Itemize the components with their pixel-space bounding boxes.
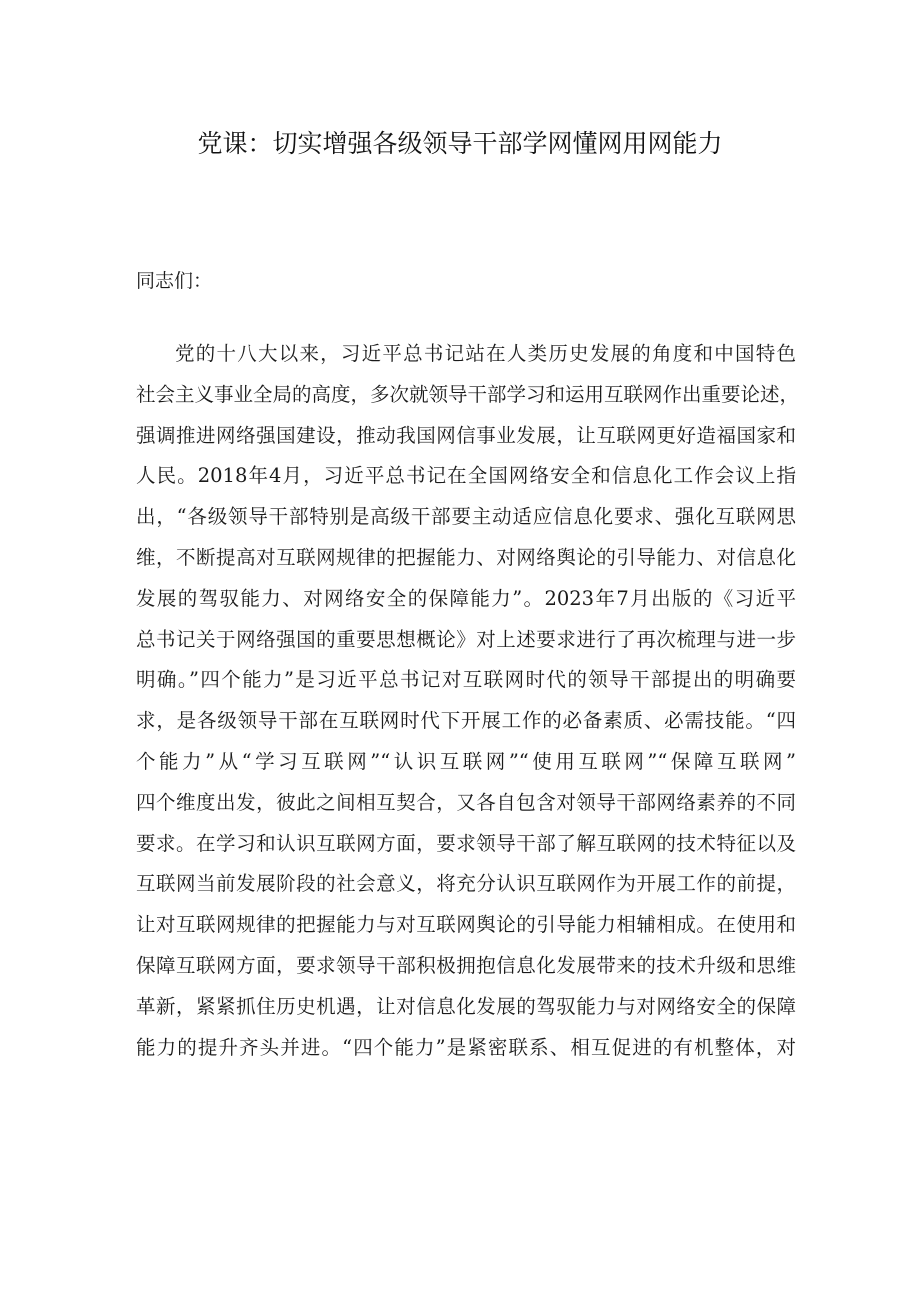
paragraph-line: 强调推进网络强国建设，推动我国网信事业发展，让互联网更好造福国家和: [136, 423, 796, 447]
document-title: 党课：切实增强各级领导干部学网懂网用网能力: [197, 129, 723, 158]
paragraph-line: 要求。在学习和认识互联网方面，要求领导干部了解互联网的技术特征以及: [136, 831, 796, 855]
salutation: 同志们：: [136, 270, 213, 292]
paragraph-line: 明确。”四个能力”是习近平总书记对互联网时代的领导干部提出的明确要: [136, 668, 796, 692]
paragraph-line: 四个维度出发，彼此之间相互契合，又各自包含对领导干部网络素养的不同: [136, 790, 796, 814]
paragraph-line: 总书记关于网络强国的重要思想概论》对上述要求进行了再次梳理与进一步: [136, 627, 796, 651]
paragraph-line: 维，不断提高对互联网规律的把握能力、对网络舆论的引导能力、对信息化: [136, 545, 796, 569]
paragraph-line: 个能力”从“学习互联网”“认识互联网”“使用互联网”“保障互联网”: [136, 749, 796, 773]
paragraph-line: 能力的提升齐头并进。“四个能力”是紧密联系、相互促进的有机整体，对: [136, 1035, 796, 1059]
paragraph-line: 革新，紧紧抓住历史机遇，让对信息化发展的驾驭能力与对网络安全的保障: [136, 994, 796, 1018]
paragraph-line: 党的十八大以来，习近平总书记站在人类历史发展的角度和中国特色: [175, 342, 796, 365]
paragraph-line: 让对互联网规律的把握能力与对互联网舆论的引导能力相辅相成。在使用和: [136, 913, 796, 937]
body-paragraph: [136, 334, 800, 1068]
paragraph-line: 求，是各级领导干部在互联网时代下开展工作的必备素质、必需技能。“四: [136, 709, 796, 733]
paragraph-line: 社会主义事业全局的高度，多次就领导干部学习和运用互联网作出重要论述，: [136, 382, 800, 406]
paragraph-line: 保障互联网方面，要求领导干部积极拥抱信息化发展带来的技术升级和思维: [136, 953, 796, 977]
paragraph-line: 发展的驾驭能力、对网络安全的保障能力”。2023年7月出版的《习近平: [136, 586, 796, 610]
paragraph-line: 人民。2018年4月，习近平总书记在全国网络安全和信息化工作会议上指: [136, 464, 796, 488]
paragraph-line: 互联网当前发展阶段的社会意义，将充分认识互联网作为开展工作的前提，: [136, 872, 796, 896]
paragraph-line: 出，“各级领导干部特别是高级干部要主动适应信息化要求、强化互联网思: [136, 505, 796, 529]
